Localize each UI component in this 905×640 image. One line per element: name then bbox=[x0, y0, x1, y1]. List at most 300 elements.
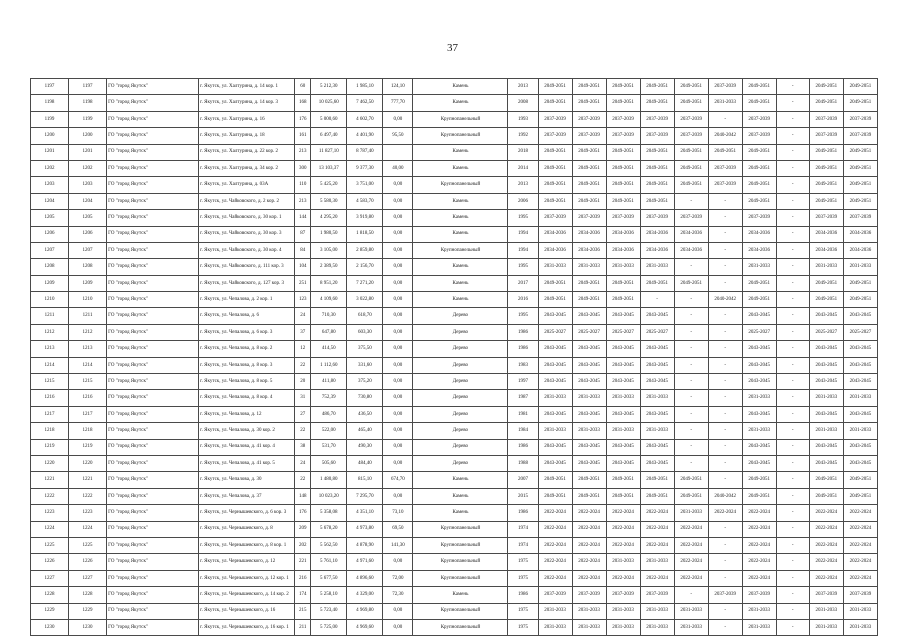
table-cell: - bbox=[776, 423, 809, 439]
table-cell: 2049-2051 bbox=[742, 95, 776, 111]
table-cell: Камень bbox=[413, 144, 508, 160]
table-cell: 2022-2024 bbox=[640, 570, 674, 586]
table-cell: 2022-2024 bbox=[843, 570, 877, 586]
table-cell: - bbox=[708, 570, 742, 586]
table-cell: 2031-2033 bbox=[538, 619, 572, 635]
table-cell: 5 358,08 bbox=[311, 505, 347, 521]
table-cell: 2031-2033 bbox=[606, 603, 640, 619]
table-cell: 2049-2051 bbox=[538, 488, 572, 504]
table-cell: 486,70 bbox=[311, 406, 347, 422]
table-cell: 1219 bbox=[31, 439, 69, 455]
table-cell: 1986 bbox=[508, 587, 538, 603]
table-cell: 2043-2045 bbox=[809, 341, 843, 357]
table-cell: 2022-2024 bbox=[538, 537, 572, 553]
table-cell: 2031-2033 bbox=[606, 423, 640, 439]
table-cell: 2034-2036 bbox=[572, 242, 606, 258]
table-cell: г. Якутск, ул. Чернышевского, д. 14 кор. 2 bbox=[199, 587, 295, 603]
table-cell: 2022-2024 bbox=[572, 570, 606, 586]
table-cell: 1986 bbox=[508, 439, 538, 455]
table-cell: - bbox=[776, 95, 809, 111]
table-cell: 84 bbox=[295, 242, 311, 258]
table-cell: - bbox=[776, 554, 809, 570]
table-cell: 2049-2051 bbox=[809, 177, 843, 193]
table-cell: 4 969,60 bbox=[347, 619, 383, 635]
table-cell: г. Якутск, ул. Чепалова, д. 12 bbox=[199, 406, 295, 422]
table-cell: 2034-2036 bbox=[640, 226, 674, 242]
table-row bbox=[31, 537, 878, 553]
table-cell: 2043-2045 bbox=[538, 308, 572, 324]
table-cell: 1203 bbox=[31, 177, 69, 193]
table-cell: 2049-2051 bbox=[640, 488, 674, 504]
table-cell: 2043-2045 bbox=[809, 357, 843, 373]
table-cell: Крупнопанельный bbox=[413, 603, 508, 619]
table-cell: г. Якутск, ул. Халтурина, д. 18 bbox=[199, 128, 295, 144]
table-cell: 2049-2051 bbox=[674, 275, 708, 291]
table-cell: 2043-2045 bbox=[742, 439, 776, 455]
table-cell: 2049-2051 bbox=[843, 95, 877, 111]
table-cell: 2043-2045 bbox=[809, 308, 843, 324]
table-cell: - bbox=[776, 275, 809, 291]
table-cell: 2049-2051 bbox=[742, 472, 776, 488]
table-cell: Дерево bbox=[413, 374, 508, 390]
table-cell: 2037-2039 bbox=[538, 128, 572, 144]
table-cell: 4 295,20 bbox=[311, 210, 347, 226]
table-cell: 5 723,40 bbox=[311, 603, 347, 619]
table-cell: Камень bbox=[413, 292, 508, 308]
table-cell: 1994 bbox=[508, 242, 538, 258]
table-cell: - bbox=[776, 603, 809, 619]
table-cell: 2034-2036 bbox=[606, 242, 640, 258]
table-cell: 2043-2045 bbox=[640, 357, 674, 373]
table-cell: 1213 bbox=[69, 341, 107, 357]
table-cell: 2049-2051 bbox=[674, 144, 708, 160]
table-cell: 2022-2024 bbox=[809, 505, 843, 521]
table-cell: 2037-2039 bbox=[538, 587, 572, 603]
table-cell: 2031-2033 bbox=[606, 619, 640, 635]
table-cell: 1206 bbox=[31, 226, 69, 242]
table-cell: - bbox=[776, 160, 809, 176]
table-cell: 2049-2051 bbox=[843, 160, 877, 176]
table-cell: 3 105,00 bbox=[311, 242, 347, 258]
table-cell: 1217 bbox=[31, 406, 69, 422]
table-cell: г. Якутск, ул. Чайковского, д. 30 кор. 1 bbox=[199, 210, 295, 226]
table-cell: 202 bbox=[295, 537, 311, 553]
table-cell: 2037-2039 bbox=[538, 111, 572, 127]
table-cell: 1226 bbox=[69, 554, 107, 570]
table-cell: 5 580,30 bbox=[311, 193, 347, 209]
table-cell: 2049-2051 bbox=[843, 292, 877, 308]
table-cell: 2049-2051 bbox=[572, 79, 606, 95]
table-row bbox=[31, 390, 878, 406]
table-cell: 1218 bbox=[31, 423, 69, 439]
table-cell: 2043-2045 bbox=[843, 308, 877, 324]
table-cell: 2031-2033 bbox=[640, 259, 674, 275]
table-cell: 2022-2024 bbox=[809, 570, 843, 586]
table-cell: 1210 bbox=[69, 292, 107, 308]
table-cell: 38 bbox=[295, 439, 311, 455]
table-cell: 0,00 bbox=[383, 406, 413, 422]
table-cell: 12 bbox=[295, 341, 311, 357]
table-cell: 2031-2033 bbox=[640, 603, 674, 619]
table-cell: ГО "город Якутск" bbox=[107, 603, 199, 619]
table-cell: 1226 bbox=[31, 554, 69, 570]
table-cell: ГО "город Якутск" bbox=[107, 455, 199, 471]
table-cell: 1206 bbox=[69, 226, 107, 242]
table-cell: ГО "город Якутск" bbox=[107, 619, 199, 635]
table-cell: 1995 bbox=[508, 259, 538, 275]
table-cell: 2037-2039 bbox=[742, 128, 776, 144]
table-cell: 1997 bbox=[508, 374, 538, 390]
table-cell: ГО "город Якутск" bbox=[107, 144, 199, 160]
table-row bbox=[31, 570, 878, 586]
table-cell: 2031-2033 bbox=[843, 259, 877, 275]
table-cell: 2034-2036 bbox=[742, 242, 776, 258]
table-cell: г. Якутск, ул. Чайковского, д. 30 кор. 3 bbox=[199, 226, 295, 242]
table-cell: 2043-2045 bbox=[809, 374, 843, 390]
table-cell: 37 bbox=[295, 324, 311, 340]
table-cell: 2043-2045 bbox=[606, 308, 640, 324]
table-cell: 2043-2045 bbox=[606, 406, 640, 422]
table-cell: г. Якутск, ул. Чепалова, д. 8 кор. 4 bbox=[199, 390, 295, 406]
table-cell: 2049-2051 bbox=[809, 160, 843, 176]
table-cell: 2049-2051 bbox=[606, 79, 640, 95]
table-cell: 2022-2024 bbox=[640, 505, 674, 521]
table-cell: 11 827,10 bbox=[311, 144, 347, 160]
table-cell: 2025-2027 bbox=[606, 324, 640, 340]
table-cell: 2049-2051 bbox=[572, 193, 606, 209]
table-cell: ГО "город Якутск" bbox=[107, 390, 199, 406]
table-cell: 2043-2045 bbox=[742, 374, 776, 390]
table-cell: 2043-2045 bbox=[640, 308, 674, 324]
table-cell: 1227 bbox=[69, 570, 107, 586]
table-cell: 0,00 bbox=[383, 439, 413, 455]
table-cell: 2031-2033 bbox=[843, 619, 877, 635]
table-cell: 2031-2033 bbox=[674, 619, 708, 635]
table-cell: - bbox=[674, 308, 708, 324]
table-row bbox=[31, 292, 878, 308]
table-row bbox=[31, 144, 878, 160]
table-cell: 2043-2045 bbox=[843, 357, 877, 373]
table-cell: 7 295,70 bbox=[347, 488, 383, 504]
table-cell: 2022-2024 bbox=[674, 554, 708, 570]
table-cell: 213 bbox=[295, 193, 311, 209]
table-cell: - bbox=[776, 488, 809, 504]
table-cell: Крупнопанельный bbox=[413, 128, 508, 144]
table-row bbox=[31, 177, 878, 193]
table-cell: 2043-2045 bbox=[606, 374, 640, 390]
table-cell: ГО "город Якутск" bbox=[107, 537, 199, 553]
table-cell: 2043-2045 bbox=[843, 374, 877, 390]
table-cell: 2037-2039 bbox=[640, 128, 674, 144]
table-cell: - bbox=[776, 439, 809, 455]
table-cell: 2022-2024 bbox=[809, 521, 843, 537]
table-cell: 1203 bbox=[69, 177, 107, 193]
table-cell: 2025-2027 bbox=[640, 324, 674, 340]
table-cell: 2031-2033 bbox=[538, 423, 572, 439]
table-cell: 2031-2033 bbox=[843, 390, 877, 406]
table-cell: 72,00 bbox=[383, 570, 413, 586]
table-cell: 1 112,60 bbox=[311, 357, 347, 373]
table-cell: - bbox=[708, 226, 742, 242]
table-cell: г. Якутск, ул. Чепалова, д. 37 bbox=[199, 488, 295, 504]
table-cell: 2034-2036 bbox=[640, 242, 674, 258]
table-cell: - bbox=[674, 292, 708, 308]
table-cell: - bbox=[708, 390, 742, 406]
table-cell: 2049-2051 bbox=[742, 275, 776, 291]
table-cell: 484,40 bbox=[347, 455, 383, 471]
table-cell: 2043-2045 bbox=[606, 341, 640, 357]
table-cell: 1228 bbox=[31, 587, 69, 603]
table-cell: 1228 bbox=[69, 587, 107, 603]
table-cell: 2034-2036 bbox=[809, 226, 843, 242]
table-cell: 2049-2051 bbox=[606, 472, 640, 488]
table-cell: 27 bbox=[295, 406, 311, 422]
table-cell: 2015 bbox=[508, 488, 538, 504]
table-cell: 20 bbox=[295, 374, 311, 390]
table-cell: 2022-2024 bbox=[674, 521, 708, 537]
table-cell: 4 973,80 bbox=[347, 521, 383, 537]
table-cell: - bbox=[674, 390, 708, 406]
table-cell: г. Якутск, ул. Чепалова, д. 41 кор. 5 bbox=[199, 455, 295, 471]
table-cell: 331,60 bbox=[347, 357, 383, 373]
table-cell: - bbox=[776, 587, 809, 603]
table-cell: - bbox=[708, 275, 742, 291]
table-cell: 176 bbox=[295, 111, 311, 127]
table-cell: 1215 bbox=[69, 374, 107, 390]
table-cell: 2049-2051 bbox=[809, 79, 843, 95]
table-cell: 2037-2039 bbox=[708, 177, 742, 193]
table-cell: - bbox=[674, 324, 708, 340]
table-cell: 1200 bbox=[31, 128, 69, 144]
table-cell: - bbox=[776, 406, 809, 422]
table-cell: 3 751,00 bbox=[347, 177, 383, 193]
table-cell: 7 462,50 bbox=[347, 95, 383, 111]
table-cell: 2031-2033 bbox=[538, 603, 572, 619]
table-cell: 1230 bbox=[69, 619, 107, 635]
table-cell: 2034-2036 bbox=[572, 226, 606, 242]
table-cell: 2043-2045 bbox=[742, 308, 776, 324]
table-cell: 2049-2051 bbox=[742, 144, 776, 160]
table-cell: 2049-2051 bbox=[572, 144, 606, 160]
table-cell: 2049-2051 bbox=[674, 177, 708, 193]
table-cell: 2040-2042 bbox=[708, 128, 742, 144]
table-cell: 2025-2027 bbox=[742, 324, 776, 340]
table-cell: 5 562,50 bbox=[311, 537, 347, 553]
table-cell: - bbox=[674, 259, 708, 275]
table-cell: 1220 bbox=[31, 455, 69, 471]
table-cell: 0,00 bbox=[383, 390, 413, 406]
table-cell: - bbox=[776, 193, 809, 209]
table-cell: 1975 bbox=[508, 570, 538, 586]
table-cell: 2037-2039 bbox=[843, 587, 877, 603]
table-cell: 216 bbox=[295, 570, 311, 586]
table-cell: ГО "город Якутск" bbox=[107, 423, 199, 439]
table-cell: Камень bbox=[413, 79, 508, 95]
table-cell: 1986 bbox=[508, 341, 538, 357]
table-cell: ГО "город Якутск" bbox=[107, 308, 199, 324]
table-cell: 2037-2039 bbox=[809, 128, 843, 144]
table-cell: 2037-2039 bbox=[606, 210, 640, 226]
table-cell: 2049-2051 bbox=[538, 292, 572, 308]
table-row bbox=[31, 488, 878, 504]
table-cell: 22 bbox=[295, 423, 311, 439]
table-cell: ГО "город Якутск" bbox=[107, 439, 199, 455]
table-cell: 375,50 bbox=[347, 341, 383, 357]
table-cell: 1219 bbox=[69, 439, 107, 455]
table-cell: - bbox=[674, 374, 708, 390]
table-cell: 1975 bbox=[508, 603, 538, 619]
table-cell: 777,70 bbox=[383, 95, 413, 111]
table-row bbox=[31, 374, 878, 390]
table-cell: Камень bbox=[413, 160, 508, 176]
table-cell: г. Якутск, ул. Чепалова, д. 30 кор. 2 bbox=[199, 423, 295, 439]
table-cell: ГО "город Якутск" bbox=[107, 570, 199, 586]
table-cell: - bbox=[776, 390, 809, 406]
table-cell: 0,00 bbox=[383, 226, 413, 242]
table-cell: 2013 bbox=[508, 79, 538, 95]
table-cell: 4 329,00 bbox=[347, 587, 383, 603]
table-cell: - bbox=[776, 521, 809, 537]
table-cell: 1199 bbox=[69, 111, 107, 127]
table-cell: 221 bbox=[295, 554, 311, 570]
table-cell: - bbox=[708, 455, 742, 471]
table-cell: 1212 bbox=[69, 324, 107, 340]
table-cell: 8 787,40 bbox=[347, 144, 383, 160]
table-cell: 3 919,80 bbox=[347, 210, 383, 226]
table-cell: - bbox=[776, 357, 809, 373]
table-cell: 2049-2051 bbox=[640, 472, 674, 488]
table-cell: 2049-2051 bbox=[538, 95, 572, 111]
table-cell: 2049-2051 bbox=[538, 144, 572, 160]
table-cell: 2043-2045 bbox=[572, 357, 606, 373]
table-cell: 1992 bbox=[508, 128, 538, 144]
table-cell: 2007 bbox=[508, 472, 538, 488]
table-cell: 1224 bbox=[31, 521, 69, 537]
table-cell: 209 bbox=[295, 521, 311, 537]
table-cell: 2049-2051 bbox=[843, 144, 877, 160]
table-cell: 4 351,10 bbox=[347, 505, 383, 521]
table-cell: 2043-2045 bbox=[809, 439, 843, 455]
table-cell: г. Якутск, ул. Чернышевского, д. 8 bbox=[199, 521, 295, 537]
table-cell: 2049-2051 bbox=[674, 79, 708, 95]
table-cell: Дерево bbox=[413, 406, 508, 422]
table-cell: 2049-2051 bbox=[606, 292, 640, 308]
table-cell: 123 bbox=[295, 292, 311, 308]
table-cell: Крупнопанельный bbox=[413, 554, 508, 570]
table-cell: 2037-2039 bbox=[606, 587, 640, 603]
table-cell: г. Якутск, ул. Чепалова, д. 8 кор. 5 bbox=[199, 374, 295, 390]
table-cell: 2037-2039 bbox=[809, 111, 843, 127]
table-cell: - bbox=[776, 324, 809, 340]
table-cell: 2043-2045 bbox=[742, 341, 776, 357]
table-cell: 1217 bbox=[69, 406, 107, 422]
table-cell: 2031-2033 bbox=[809, 390, 843, 406]
table-cell: Крупнопанельный bbox=[413, 242, 508, 258]
table-cell: 1216 bbox=[31, 390, 69, 406]
table-cell: 2049-2051 bbox=[572, 95, 606, 111]
table-cell: 752,39 bbox=[311, 390, 347, 406]
table-cell: 144 bbox=[295, 210, 311, 226]
table-cell: - bbox=[776, 259, 809, 275]
table-cell: 1200 bbox=[69, 128, 107, 144]
table-cell: ГО "город Якутск" bbox=[107, 324, 199, 340]
table-cell: 2049-2051 bbox=[843, 275, 877, 291]
table-cell: Камень bbox=[413, 210, 508, 226]
table-cell: 2022-2024 bbox=[538, 570, 572, 586]
table-cell: 2022-2024 bbox=[843, 505, 877, 521]
table-cell: 1986 bbox=[508, 324, 538, 340]
table-row bbox=[31, 423, 878, 439]
table-cell: - bbox=[674, 455, 708, 471]
table-cell: 2049-2051 bbox=[538, 177, 572, 193]
table-cell: 2037-2039 bbox=[674, 128, 708, 144]
table-cell: 2025-2027 bbox=[572, 324, 606, 340]
table-cell: - bbox=[708, 406, 742, 422]
table-cell: 2037-2039 bbox=[538, 210, 572, 226]
table-cell: г. Якутск, ул. Чайковского, д. 111 кор. 3 bbox=[199, 259, 295, 275]
table-cell: 2043-2045 bbox=[640, 341, 674, 357]
table-cell: 2022-2024 bbox=[742, 570, 776, 586]
table-cell: 1210 bbox=[31, 292, 69, 308]
table-row bbox=[31, 619, 878, 635]
table-cell: 2022-2024 bbox=[572, 521, 606, 537]
table-cell: 2022-2024 bbox=[606, 537, 640, 553]
table-cell: 5 000,60 bbox=[311, 111, 347, 127]
table-cell: ГО "город Якутск" bbox=[107, 193, 199, 209]
table-cell: 2 389,50 bbox=[311, 259, 347, 275]
table-cell: 2031-2033 bbox=[606, 259, 640, 275]
table-cell: 40,00 bbox=[383, 160, 413, 176]
table-cell: Дерево bbox=[413, 439, 508, 455]
table-cell: г. Якутск, ул. Халтурина, д. 22 кор. 2 bbox=[199, 144, 295, 160]
table-cell: г. Якутск, ул. Халтурина, д. 03А bbox=[199, 177, 295, 193]
table-cell: Камень bbox=[413, 505, 508, 521]
table-cell: 1993 bbox=[508, 111, 538, 127]
table-cell bbox=[383, 144, 413, 160]
table-cell: 2043-2045 bbox=[572, 374, 606, 390]
table-cell: - bbox=[776, 144, 809, 160]
table-cell: 2049-2051 bbox=[809, 95, 843, 111]
table-row bbox=[31, 341, 878, 357]
table-cell: ГО "город Якутск" bbox=[107, 210, 199, 226]
table-cell: Крупнопанельный bbox=[413, 177, 508, 193]
table-cell: 1 818,50 bbox=[347, 226, 383, 242]
table-cell: 1212 bbox=[31, 324, 69, 340]
table-cell: 2049-2051 bbox=[809, 292, 843, 308]
table-cell: 1202 bbox=[31, 160, 69, 176]
table-cell: 1984 bbox=[508, 423, 538, 439]
table-cell: 2037-2039 bbox=[572, 128, 606, 144]
table-cell: 2022-2024 bbox=[809, 537, 843, 553]
table-cell: 5 425,20 bbox=[311, 177, 347, 193]
table-cell: 1214 bbox=[31, 357, 69, 373]
table-cell: 2043-2045 bbox=[742, 406, 776, 422]
table-cell: - bbox=[708, 521, 742, 537]
table-cell: 2049-2051 bbox=[809, 193, 843, 209]
table-cell: 1974 bbox=[508, 537, 538, 553]
table-cell: г. Якутск, ул. Чепалова, д. 6 bbox=[199, 308, 295, 324]
table-cell: 2 156,70 bbox=[347, 259, 383, 275]
table-cell: 730,80 bbox=[347, 390, 383, 406]
table-cell: - bbox=[674, 587, 708, 603]
table-cell: 2034-2036 bbox=[742, 226, 776, 242]
table-cell: 72,30 bbox=[383, 587, 413, 603]
table-cell: - bbox=[708, 357, 742, 373]
table-cell: 5 678,20 bbox=[311, 521, 347, 537]
table-row bbox=[31, 79, 878, 95]
table-cell: Камень bbox=[413, 226, 508, 242]
table-cell: 2022-2024 bbox=[843, 537, 877, 553]
